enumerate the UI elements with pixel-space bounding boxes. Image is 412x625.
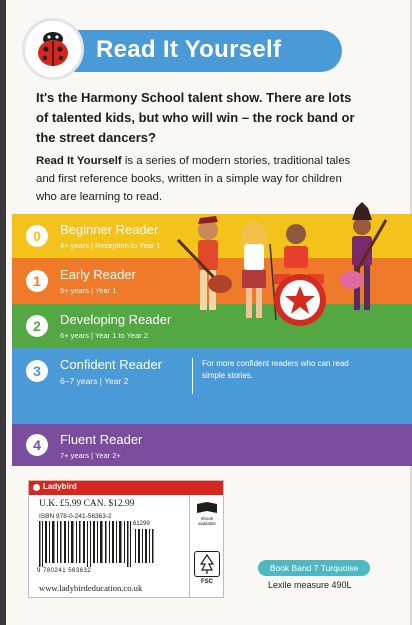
ladybird-logo bbox=[22, 18, 84, 80]
brand-label: Ladybird bbox=[43, 482, 77, 491]
level-name: Beginner Reader bbox=[60, 222, 159, 237]
level-name: Early Reader bbox=[60, 267, 136, 282]
pricebox-side-column bbox=[189, 495, 223, 597]
tree-icon bbox=[195, 552, 219, 576]
ladybird-icon bbox=[25, 21, 81, 77]
fsc-logo bbox=[194, 551, 220, 577]
price-barcode-box bbox=[28, 480, 224, 598]
ladybird-dot-icon bbox=[33, 484, 40, 491]
level-band-fluent bbox=[12, 424, 412, 466]
price-code: 61299 bbox=[133, 521, 150, 527]
ebook-badge: ebook available bbox=[194, 501, 220, 526]
level-name: Developing Reader bbox=[60, 312, 172, 327]
level-number: 4 bbox=[26, 434, 48, 456]
barcode-icon bbox=[37, 521, 157, 567]
isbn-text: ISBN 978-0-241-56363-2 bbox=[39, 513, 112, 520]
book-band-badge: Book Band 7 Turquoise bbox=[258, 560, 370, 576]
level-number: 2 bbox=[26, 315, 48, 337]
level-divider bbox=[192, 358, 193, 394]
level-name: Fluent Reader bbox=[60, 432, 143, 447]
website-url: www.ladybirdeducation.co.uk bbox=[39, 583, 143, 593]
level-number: 0 bbox=[26, 225, 48, 247]
level-extra-note: For more confident readers who can read simple stories. bbox=[202, 359, 349, 380]
level-ages: 5+ years | Year 1 bbox=[60, 286, 117, 295]
rock-band-illustration bbox=[172, 200, 392, 350]
level-ages: 6–7 years | Year 2 bbox=[60, 376, 129, 386]
level-name: Confident Reader bbox=[60, 357, 162, 372]
level-ages: 4+ years | Reception to Year 1 bbox=[60, 241, 161, 250]
level-ages: 6+ years | Year 1 to Year 2 bbox=[60, 331, 149, 340]
level-number: 1 bbox=[26, 270, 48, 292]
lexile-measure: Lexile measure 490L bbox=[268, 580, 352, 590]
price-text: U.K. £5.99 CAN. $12.99 bbox=[39, 499, 135, 509]
ebook-icon bbox=[196, 501, 218, 515]
series-title: Read It Yourself bbox=[96, 36, 282, 63]
ladybird-strip bbox=[29, 481, 223, 495]
level-number: 3 bbox=[26, 360, 48, 382]
level-ages: 7+ years | Year 2+ bbox=[60, 451, 121, 460]
series-name: Read It Yourself bbox=[36, 155, 122, 167]
level-band-confident bbox=[12, 348, 412, 424]
story-blurb: It's the Harmony School talent show. There are lots of talented kids, but who will win – the rock band or the street dancers? bbox=[36, 90, 355, 145]
barcode-number: 9 780241 563632 bbox=[37, 568, 92, 574]
fsc-label: FSC bbox=[201, 579, 213, 585]
series-description: Read It Yourself is a series of modern stories, traditional tales and first reference books, written in a simple way for children who are learning to read. bbox=[36, 155, 351, 203]
